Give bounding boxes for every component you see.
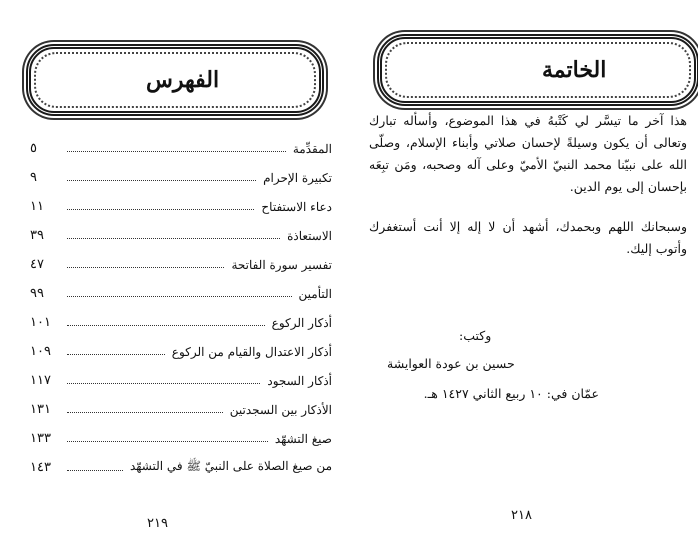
toc-entry <box>30 308 332 337</box>
toc-entry-title: أذكار الاعتدال والقيام من الركوع <box>171 344 332 359</box>
toc-leader-dots <box>67 238 280 239</box>
toc-entry-title: تفسير سورة الفاتحة <box>231 257 332 272</box>
toc-leader-dots <box>67 151 286 152</box>
toc-entry-page: ١٣٣ <box>30 431 51 446</box>
index-title-banner <box>26 44 324 116</box>
page-number-left: ٢١٩ <box>147 516 168 531</box>
place-date: عمّان في: ١٠ ربيع الثاني ١٤٢٧ هـ. <box>423 386 599 401</box>
toc-entry-title: من صيغ الصلاة على النبيّ ﷺ في التشهّد <box>129 459 332 473</box>
toc-leader-dots <box>67 383 260 384</box>
toc-leader-dots <box>67 296 292 297</box>
toc-entry-title: الأذكار بين السجدتين <box>229 402 332 417</box>
toc-leader-dots <box>67 325 265 326</box>
index-title: الفهرس <box>146 67 220 93</box>
conclusion-title: الخاتمة <box>542 57 607 83</box>
author-name: حسين بن عودة العوايشة <box>387 356 515 371</box>
toc-entry <box>30 279 332 308</box>
toc-leader-dots <box>67 441 268 442</box>
toc-entry-title: المقدِّمة <box>292 141 332 156</box>
toc-entry-page: ٥ <box>30 141 37 156</box>
toc-entry-page: ٩ <box>30 170 37 185</box>
toc-entry-title: الاستعاذة <box>287 228 332 243</box>
toc-entry-page: ٩٩ <box>30 286 44 301</box>
toc-entry-title: أذكار السجود <box>267 373 332 388</box>
toc-entry <box>30 134 332 163</box>
toc-entry-page: ١١ <box>30 199 44 214</box>
toc-entry <box>30 337 332 366</box>
toc-entry <box>30 221 332 250</box>
table-of-contents <box>30 134 332 482</box>
toc-entry-title: صيغ التشهّد <box>274 431 332 446</box>
toc-entry <box>30 395 332 424</box>
toc-entry <box>30 424 332 453</box>
page-number-right: ٢١٨ <box>511 508 532 523</box>
toc-entry-title: التأمين <box>298 286 332 301</box>
conclusion-title-banner <box>377 34 698 106</box>
toc-leader-dots <box>67 470 123 471</box>
toc-entry <box>30 366 332 395</box>
toc-leader-dots <box>67 209 254 210</box>
toc-entry-page: ٣٩ <box>30 228 44 243</box>
signature-label: وكتب: <box>459 328 492 343</box>
conclusion-paragraph-1: هذا آخر ما تيسَّر لي كَتْبهُ في هذا الموضوع، وأسأله تبارك وتعالى أن يكون وسيلةً لإحسان صلاتي وأبناء الإسلام، وصلّى الله على نبيّنا محمد النبيّ الأميّ وعلى آله وصحبه، ومَن تبِعَه بإحسان إلى يوم الدين. <box>369 113 687 194</box>
toc-entry-title: دعاء الاستفتاح <box>261 199 332 214</box>
conclusion-paragraph-2: وسبحانك اللهم وبحمدك، أشهد أن لا إله إلا أنت أستغفرك وأتوب إليك. <box>369 219 687 256</box>
toc-entry-title: تكبيرة الإحرام <box>263 170 332 185</box>
toc-entry <box>30 192 332 221</box>
toc-entry <box>30 250 332 279</box>
toc-entry-page: ١١٧ <box>30 373 51 388</box>
toc-entry-page: ١٠١ <box>30 315 51 330</box>
toc-entry-page: ١٤٣ <box>30 460 51 475</box>
toc-entry-page: ١٣١ <box>30 402 51 417</box>
toc-entry-page: ٤٧ <box>30 257 44 272</box>
toc-entry <box>30 163 332 192</box>
toc-leader-dots <box>67 267 224 268</box>
toc-entry <box>30 453 332 482</box>
toc-leader-dots <box>67 180 256 181</box>
toc-leader-dots <box>67 412 223 413</box>
toc-entry-title: أذكار الركوع <box>271 315 332 330</box>
toc-entry-page: ١٠٩ <box>30 344 51 359</box>
conclusion-page <box>349 0 698 550</box>
toc-leader-dots <box>67 354 165 355</box>
